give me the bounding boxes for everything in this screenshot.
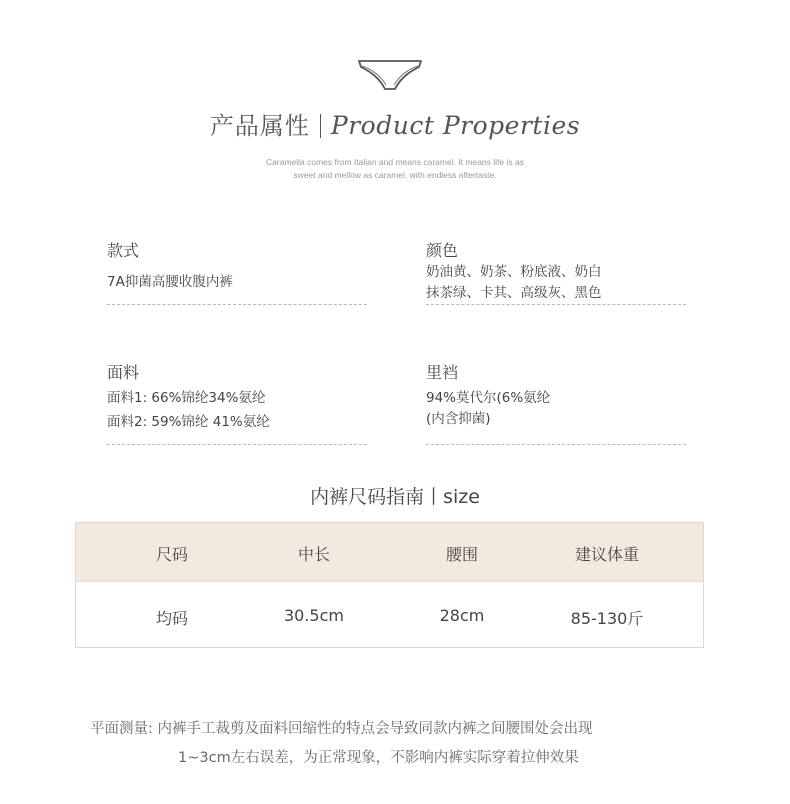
table-header-cell: 建议体重 [574, 545, 639, 564]
tagline [0, 156, 790, 182]
attr-value-line: 7A抑菌高腰收腹内裤 [107, 274, 233, 290]
table-cell: 28cm [439, 606, 485, 625]
table-header-cell: 腰围 [445, 545, 478, 564]
table-row [76, 581, 703, 648]
divider [107, 304, 367, 305]
section-title [0, 106, 790, 141]
title-english: Product Properties [330, 111, 581, 140]
size-guide-title: 内裤尺码指南丨size [310, 486, 480, 508]
attr-value-line: 面料1: 66%锦纶34%氨纶 [107, 390, 266, 406]
title-chinese: 产品属性 [209, 112, 310, 140]
tagline-line: Caramella comes from Italian and means caramel. It means life is as [266, 157, 524, 167]
attr-value-line: 抹茶绿、卡其、高级灰、黑色 [426, 285, 602, 301]
divider [426, 304, 686, 305]
table-header-cell: 尺码 [155, 545, 188, 564]
measurement-note-line1: 平面测量: 内裤手工裁剪及面料回缩性的特点会导致同款内裤之间腰围处会出现 [90, 721, 593, 737]
attr-label-style: 款式 [107, 241, 140, 260]
attr-value-line: 奶油黄、奶茶、粉底液、奶白 [426, 264, 602, 280]
divider [107, 444, 367, 445]
attr-label-fabric: 面料 [107, 363, 140, 382]
attr-label-color: 颜色 [426, 241, 459, 260]
tagline-line: sweet and mellow as caramel, with endless aftertaste. [293, 170, 497, 180]
table-header-cell: 中长 [297, 545, 330, 564]
attr-value-style [107, 272, 233, 293]
attr-label-crotch: 里裆 [426, 363, 459, 382]
divider [426, 444, 686, 445]
table-header [76, 523, 703, 581]
underwear-icon [355, 55, 425, 95]
attr-value-crotch [426, 388, 550, 430]
title-divider [320, 114, 321, 138]
attr-value-line: 94%莫代尔(6%氨纶 [426, 390, 551, 406]
table-cell: 均码 [155, 609, 188, 628]
attr-value-line: 面料2: 59%锦纶 41%氨纶 [107, 414, 270, 430]
table-cell: 30.5cm [283, 606, 344, 625]
table-cell: 85-130斤 [570, 609, 644, 628]
measurement-note-line2: 1~3cm左右误差，为正常现象，不影响内裤实际穿着拉伸效果 [178, 750, 579, 766]
attr-value-fabric [107, 388, 270, 433]
attr-value-color [426, 262, 602, 304]
attr-value-line: (内含抑菌) [426, 411, 491, 427]
size-table [75, 522, 704, 648]
